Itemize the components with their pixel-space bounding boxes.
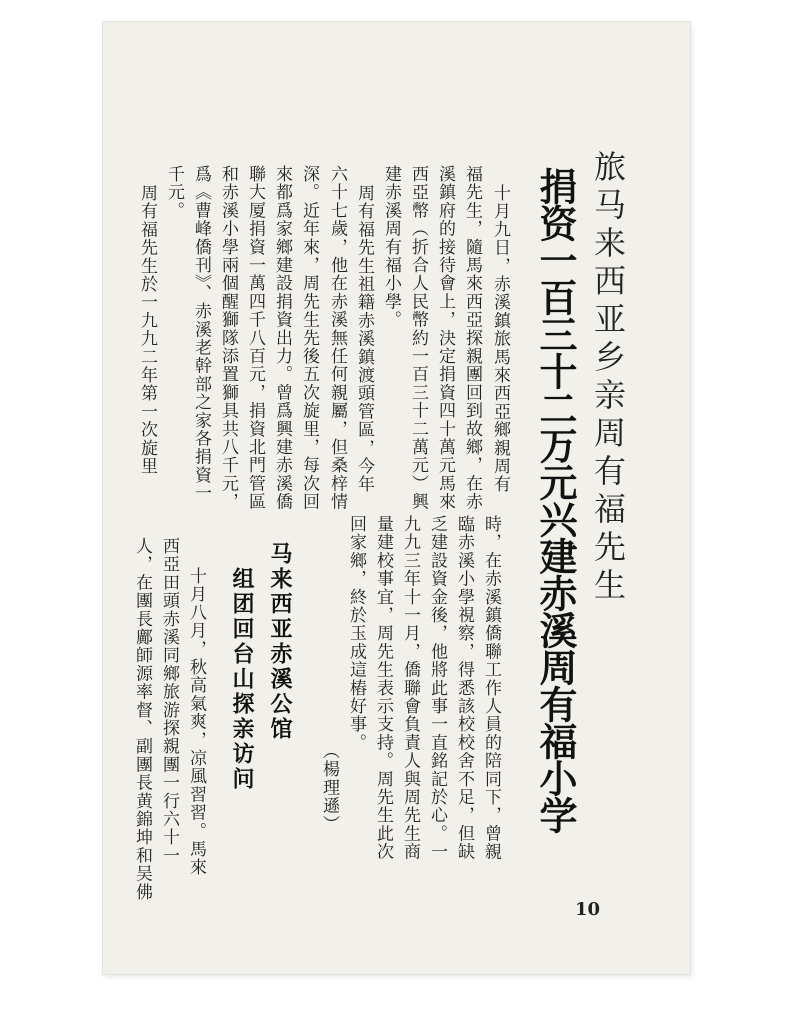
body-column: 十月九日，赤溪鎮旅馬來西亞鄉親周有	[490, 184, 510, 494]
headline: 捐资一百三十二万元兴建赤溪周有福小学	[533, 167, 578, 833]
body-column: 周有福先生祖籍赤溪鎮渡頭管區，今年	[354, 184, 374, 494]
body-column: 深。近年來，周先生先後五次旋里，每次回	[299, 165, 319, 511]
body-column: 臨赤溪小學視察，得悉該校校舍不足，但缺	[454, 515, 474, 861]
byline: （楊理遜）	[319, 742, 339, 833]
body-column: 和赤溪小學兩個醒獅隊添置獅具共八千元，	[218, 165, 238, 511]
body-column: 聯大厦捐資一萬四千八百元，捐資北門管區	[245, 165, 265, 511]
body-column: 建赤溪周有福小學。	[381, 165, 401, 329]
body-column: 周有福先生於一九九二年第一次旋里	[137, 184, 157, 476]
body-column: 乏建設資金後，他將此事一直銘記於心。一	[427, 515, 447, 861]
article2-title-line2: 组团回台山探亲访问	[229, 567, 255, 792]
body-column: 九九三年十一月，僑聯會負責人與周先生商	[400, 515, 420, 861]
body-column: 六十七歲，他在赤溪無任何親屬，但桑梓情	[327, 165, 347, 511]
article2-body-column: 人，在團長鄺師源率督、副團長黄錦坤和吴佛	[132, 537, 152, 901]
body-column: 福先生，隨馬來西亞探親團回到故鄉，在赤	[462, 165, 482, 511]
body-column: 來都爲家鄉建設捐資出力。曾爲興建赤溪僑	[272, 165, 292, 511]
body-column: 溪鎮府的接待會上，決定捐資四十萬元馬來	[435, 165, 455, 511]
body-column: 千元。	[164, 165, 184, 220]
body-column: 回家鄉，終於玉成這樁好事。	[346, 515, 366, 752]
page	[103, 22, 690, 974]
body-column: 爲《曹峰僑刊》、赤溪老幹部之家各捐資一	[191, 165, 211, 503]
body-column: 西亞幣（折合人民幣約一百三十二萬元）興	[408, 165, 428, 511]
page-number: 10	[575, 899, 601, 920]
body-column: 量建校事宜，周先生表示支持。周先生此次	[373, 515, 393, 861]
article2-body-column: 十月八月，秋高氣爽，凉風習習。馬來	[186, 567, 206, 877]
supertitle: 旅马来西亚乡亲周有福先生	[589, 150, 627, 606]
article2-title-line1: 马来西亚赤溪公馆	[267, 542, 293, 742]
body-column: 時，在赤溪鎮僑聯工作人員的陪同下，曾親	[481, 515, 501, 861]
article2-body-column: 西亞田頭赤溪同鄉旅游探親團一行六十一	[159, 537, 179, 865]
